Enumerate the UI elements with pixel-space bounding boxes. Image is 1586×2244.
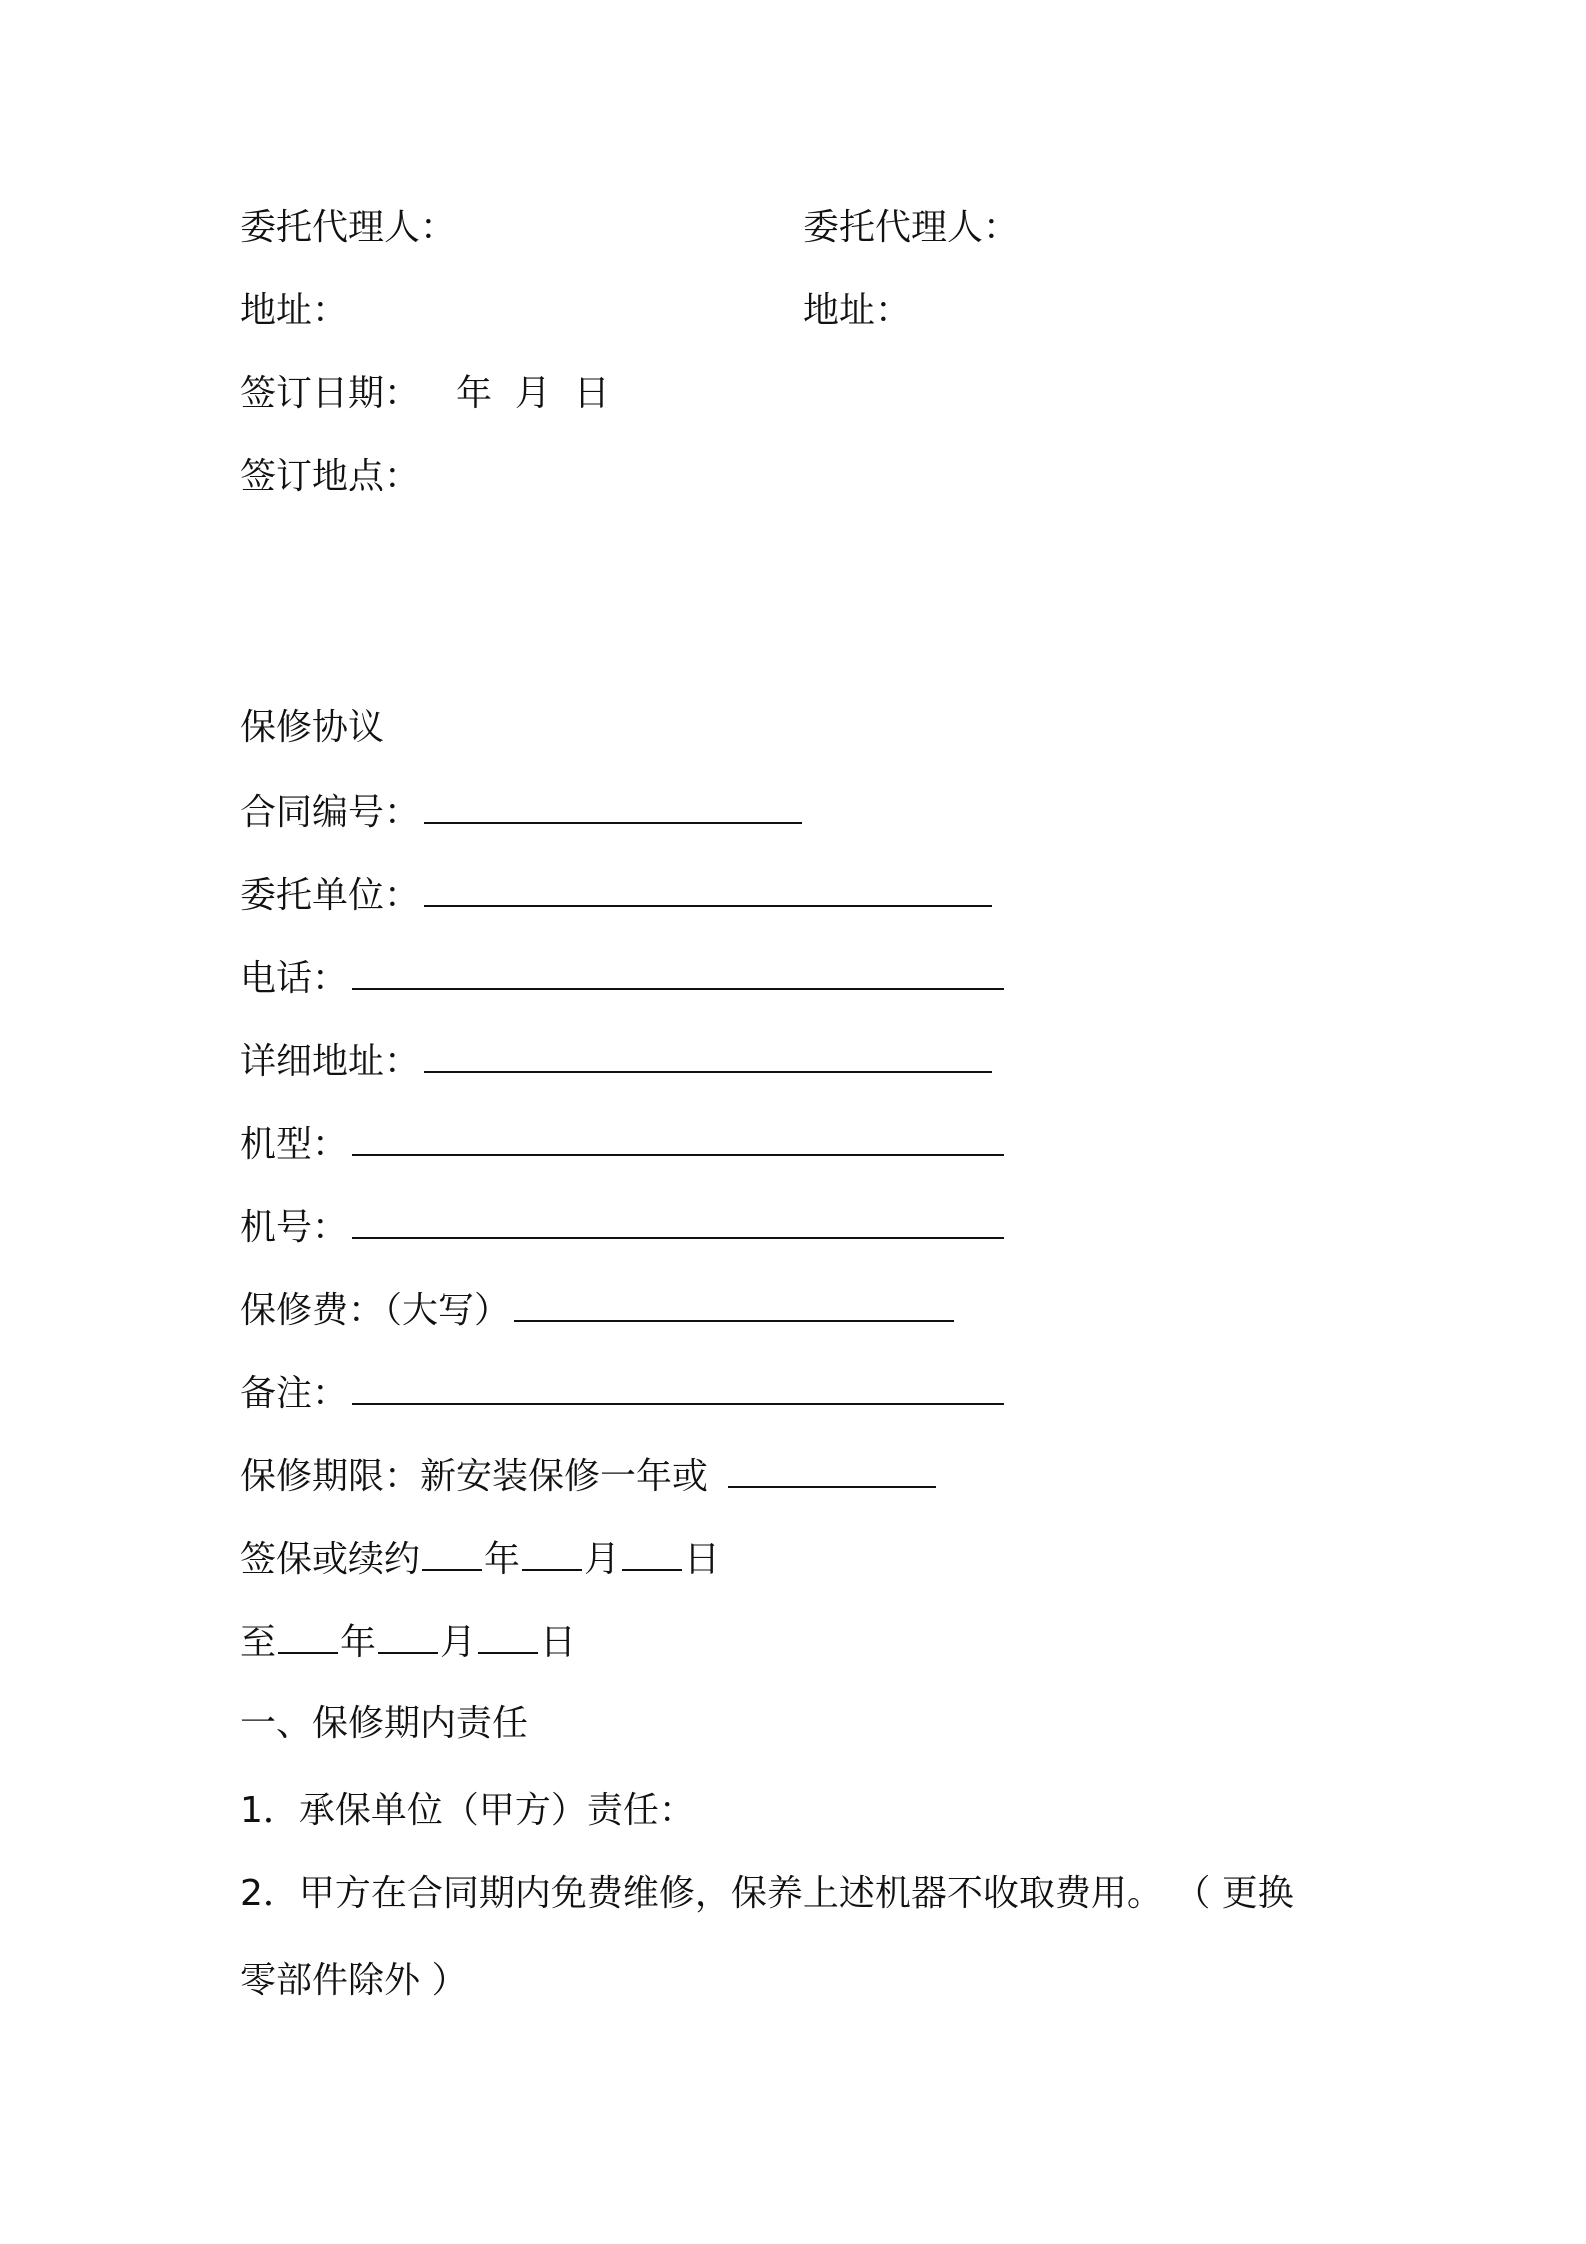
client-field[interactable]: [424, 869, 992, 907]
period-label: 保修期限：新安装保修一年或: [240, 1456, 709, 1497]
item-2-line-1: 2．甲方在合同期内免费维修，保养上述机器不收取费用。 （ 更换: [240, 1873, 1294, 1914]
agent-label-right: 委托代理人：: [803, 207, 1020, 248]
renew-month-field[interactable]: [522, 1533, 582, 1571]
to-row: [240, 1616, 576, 1668]
serial-label: 机号：: [240, 1207, 349, 1248]
renew-row: [240, 1533, 720, 1585]
to-label: 至: [240, 1622, 277, 1663]
item-1: 1．承保单位（甲方）责任：: [240, 1790, 695, 1831]
detail-address-row: [240, 1035, 992, 1087]
serial-row: [240, 1201, 1004, 1253]
sign-date-row: [240, 369, 610, 419]
contract-no-field[interactable]: [424, 786, 802, 824]
sign-date-label: 签订日期：: [240, 373, 421, 414]
sign-place-label: 签订地点：: [240, 456, 421, 497]
address-label-right: 地址：: [803, 290, 912, 331]
fee-label: 保修费：（大写）: [240, 1290, 511, 1331]
period-field[interactable]: [728, 1450, 936, 1488]
remark-row: [240, 1367, 1004, 1419]
renew-day-unit: 日: [684, 1539, 721, 1580]
client-label: 委托单位：: [240, 875, 421, 916]
section1-title: 一、保修期内责任: [240, 1703, 529, 1744]
renew-day-field[interactable]: [622, 1533, 682, 1571]
to-year-field[interactable]: [278, 1616, 338, 1654]
model-label: 机型：: [240, 1124, 349, 1165]
to-day-unit: 日: [540, 1622, 577, 1663]
model-field[interactable]: [352, 1118, 1004, 1156]
phone-label: 电话：: [240, 958, 349, 999]
contract-no-label: 合同编号：: [240, 792, 421, 833]
fee-row: [240, 1284, 954, 1336]
to-day-field[interactable]: [478, 1616, 538, 1654]
renew-year-unit: 年: [484, 1539, 521, 1580]
sign-date-value: 年 月 日: [456, 373, 610, 414]
remark-label: 备注：: [240, 1373, 349, 1414]
detail-address-label: 详细地址：: [240, 1041, 421, 1082]
to-month-unit: 月: [440, 1622, 477, 1663]
renew-year-field[interactable]: [422, 1533, 482, 1571]
serial-field[interactable]: [352, 1201, 1004, 1239]
renew-month-unit: 月: [584, 1539, 621, 1580]
agreement-title: 保修协议: [240, 707, 385, 748]
agent-label-left: 委托代理人：: [240, 207, 457, 248]
phone-field[interactable]: [352, 952, 1004, 990]
detail-address-field[interactable]: [424, 1035, 992, 1073]
renew-label: 签保或续约: [240, 1539, 421, 1580]
model-row: [240, 1118, 1004, 1170]
period-row: [240, 1450, 936, 1502]
to-year-unit: 年: [340, 1622, 377, 1663]
phone-row: [240, 952, 1004, 1004]
item-2-line-2: 零部件除外 ）: [240, 1960, 468, 2001]
address-label-left: 地址：: [240, 290, 349, 331]
fee-field[interactable]: [514, 1284, 954, 1322]
contract-no-row: [240, 786, 802, 838]
client-row: [240, 869, 992, 921]
remark-field[interactable]: [352, 1367, 1004, 1405]
to-month-field[interactable]: [378, 1616, 438, 1654]
